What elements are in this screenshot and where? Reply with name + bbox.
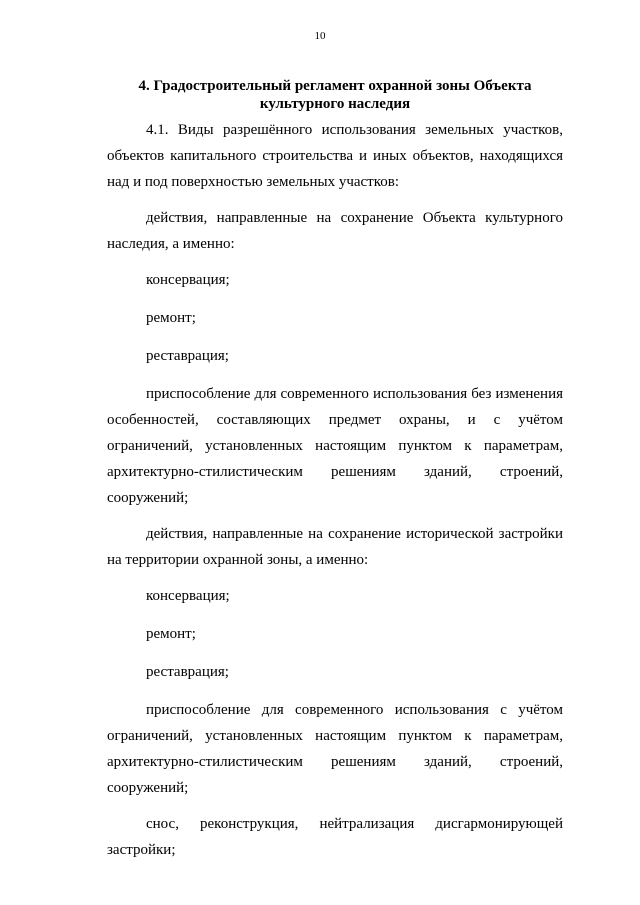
- list-item-conservation: консервация;: [146, 272, 230, 288]
- list-item-restoration-2: реставрация;: [146, 664, 229, 680]
- list-item-adaptation: приспособление для современного использования без изменения особенностей, составляющих предмет охраны, и с учётом ограничений, установленных настоящим пунктом к параметрам, архитектурно-стилистическим решениям зданий, строений, сооружений;: [107, 386, 563, 506]
- section-heading: [107, 77, 563, 113]
- list-item-repair: ремонт;: [146, 310, 196, 326]
- section-heading-line-1: 4. Градостроительный регламент охранной зоны Объекта: [138, 78, 532, 94]
- list-item-adaptation-2: приспособление для современного использования с учётом ограничений, установленных настоящим пунктом к параметрам, архитектурно-стилистическим решениям зданий, строений, сооружений;: [107, 702, 563, 796]
- paragraph-4-1: 4.1. Виды разрешённого использования земельных участков, объектов капитального строительства и иных объектов, находящихся над и под поверхностью земельных участков:: [107, 122, 563, 190]
- paragraph-heritage-actions: действия, направленные на сохранение Объекта культурного наследия, а именно:: [107, 210, 563, 252]
- page-number: 10: [314, 30, 326, 42]
- section-heading-line-2: культурного наследия: [259, 96, 411, 112]
- document-body: [107, 117, 563, 873]
- paragraph-historic-buildings-actions: действия, направленные на сохранение исторической застройки на территории охранной зоны, а именно:: [107, 526, 563, 568]
- list-item-conservation-2: консервация;: [146, 588, 230, 604]
- list-item-demolition: снос, реконструкция, нейтрализация дисгармонирующей застройки;: [107, 816, 563, 858]
- list-item-restoration: реставрация;: [146, 348, 229, 364]
- list-item-repair-2: ремонт;: [146, 626, 196, 642]
